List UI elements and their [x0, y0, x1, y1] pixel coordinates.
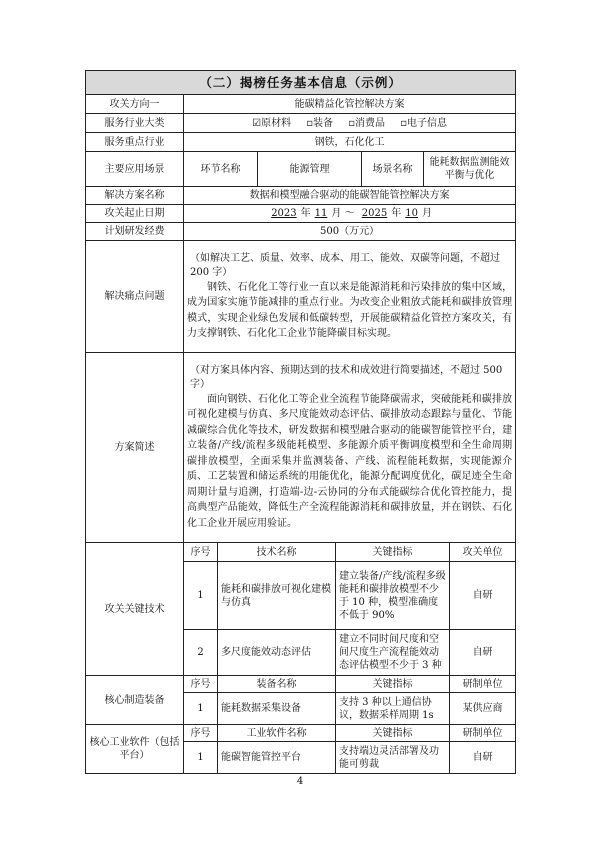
equip-unit: 某供应商	[450, 693, 516, 725]
equip-header-name: 装备名称	[218, 676, 336, 693]
dates-label: 攻关起止日期	[86, 205, 184, 223]
pain-label: 解决痛点问题	[86, 241, 184, 353]
software-name: 能碳智能管控平台	[218, 742, 336, 774]
software-header-name: 工业软件名称	[218, 725, 336, 742]
software-header-metric: 关键指标	[336, 725, 450, 742]
tech-unit: 自研	[450, 630, 516, 676]
summary-cell	[184, 353, 516, 543]
dates-value	[184, 205, 516, 223]
tech-unit: 自研	[450, 562, 516, 630]
task-info-table	[85, 70, 516, 774]
budget-label: 计划研发经费	[86, 223, 184, 241]
tech-header-name: 技术名称	[218, 543, 336, 562]
industry-label: 服务行业大类	[86, 114, 184, 133]
start-month: 11	[314, 208, 328, 219]
software-label: 核心工业软件（包括平台）	[86, 725, 184, 774]
tech-label: 攻关关键技术	[86, 543, 184, 676]
start-year: 2023	[271, 208, 297, 219]
summary-label: 方案简述	[86, 353, 184, 543]
tech-name: 能耗和碳排放可视化建模与仿真	[218, 562, 336, 630]
date-separator: ～	[344, 208, 355, 219]
tech-header-metric: 关键指标	[336, 543, 450, 562]
equip-label: 核心制造装备	[86, 676, 184, 725]
equip-no: 1	[184, 693, 218, 725]
end-year: 2025	[361, 208, 388, 219]
software-header-unit: 研制单位	[450, 725, 516, 742]
budget-value: 500（万元）	[184, 223, 516, 241]
equip-metric: 支持 3 种以上通信协议，数据采样周期 1s	[336, 693, 450, 725]
link-name-value: 能源管理	[258, 152, 362, 187]
solution-name-value: 数据和模型融合驱动的能碳智能管控解决方案	[184, 187, 516, 205]
software-header-no: 序号	[184, 725, 218, 742]
direction-label: 攻关方向一	[86, 95, 184, 114]
option-equipment[interactable]: ▫装备	[306, 117, 334, 129]
tech-header-no: 序号	[184, 543, 218, 562]
tech-name: 多尺度能效动态评估	[218, 630, 336, 676]
pain-hint: （如解决工艺、质量、效率、成本、用工、能效、双碳等问题，不超过 200 字）	[190, 252, 500, 278]
page-number: 4	[296, 776, 304, 787]
direction-value: 能碳精益化管控解决方案	[184, 95, 516, 114]
equip-name: 能耗数据采集设备	[218, 693, 336, 725]
summary-hint: （对方案具体内容、预期达到的技术和成效进行简要描述，不超过 500 字）	[190, 364, 503, 390]
equip-header-unit: 研制单位	[450, 676, 516, 693]
pain-text: 钢铁、石化化工等行业一直以来是能源消耗和污染排放的集中区域，成为国家实施节能减排的重点行业。为改变企业粗放式能耗和碳排放管理模式，实现企业绿色发展和低碳转型，开展能碳精益化管控方案攻关，有力支撑钢铁、石化化工企业节能降碳目标实现。	[187, 281, 513, 339]
scenario-label: 主要应用场景	[86, 152, 184, 187]
year-char-1: 年	[300, 208, 311, 219]
software-metric: 支持端边灵活部署及功能可剪裁	[336, 742, 450, 774]
tech-metric: 建立不同时间尺度和空间尺度生产流程能效动态评估模型不少于 3 种	[336, 630, 450, 676]
equip-header-no: 序号	[184, 676, 218, 693]
equip-header-metric: 关键指标	[336, 676, 450, 693]
option-raw-materials[interactable]: ☑原材料	[252, 117, 292, 129]
month-char-2: 月	[421, 208, 432, 219]
year-char-2: 年	[391, 208, 402, 219]
tech-no: 2	[184, 630, 218, 676]
end-month: 10	[405, 208, 418, 219]
option-electronics[interactable]: ▫电子信息	[400, 117, 447, 129]
key-industry-value: 钢铁，石化化工	[184, 133, 516, 152]
tech-no: 1	[184, 562, 218, 630]
option-consumer-goods[interactable]: ▫消费品	[348, 117, 386, 129]
software-unit: 自研	[450, 742, 516, 774]
solution-name-label: 解决方案名称	[86, 187, 184, 205]
pain-cell	[184, 241, 516, 353]
software-no: 1	[184, 742, 218, 774]
industry-options	[184, 114, 516, 133]
task-info-document	[85, 70, 515, 774]
key-industry-label: 服务重点行业	[86, 133, 184, 152]
month-char-1: 月	[331, 208, 342, 219]
link-name-label: 环节名称	[184, 152, 258, 187]
scene-name-value: 能耗数据监测能效平衡与优化	[424, 152, 516, 187]
tech-header-unit: 攻关单位	[450, 543, 516, 562]
summary-text: 面向钢铁、石化化工等企业全流程节能降碳需求，突破能耗和碳排放可视化建模与仿真、多尺度能效动态评估、碳排放动态跟踪与量化、节能减碳综合优化等技术，研发数据和模型融合驱动的能碳智能管控平台，建立装备/产线/流程多级能耗模型、多能源介质平衡调度模型和全生命周期碳排放模型，全面采集并监测装备、产线、流程能耗数据，实现能源介质、工艺装置和储运系统的用能优化，能源分配调度优化，碳足迹全生命周期计量与追溯，打造端-边-云协同的分布式能碳综合优化管控能力，提高典型产品能效，降低生产全流程能源消耗和碳排放量，并在钢铁、石化化工企业开展应用验证。	[187, 393, 513, 529]
tech-metric: 建立装备/产线/流程多级能耗和碳排放模型不少于 10 种，模型准确度不低于 90%	[336, 562, 450, 630]
table-title: （二）揭榜任务基本信息（示例）	[86, 71, 516, 95]
scene-name-label: 场景名称	[362, 152, 424, 187]
